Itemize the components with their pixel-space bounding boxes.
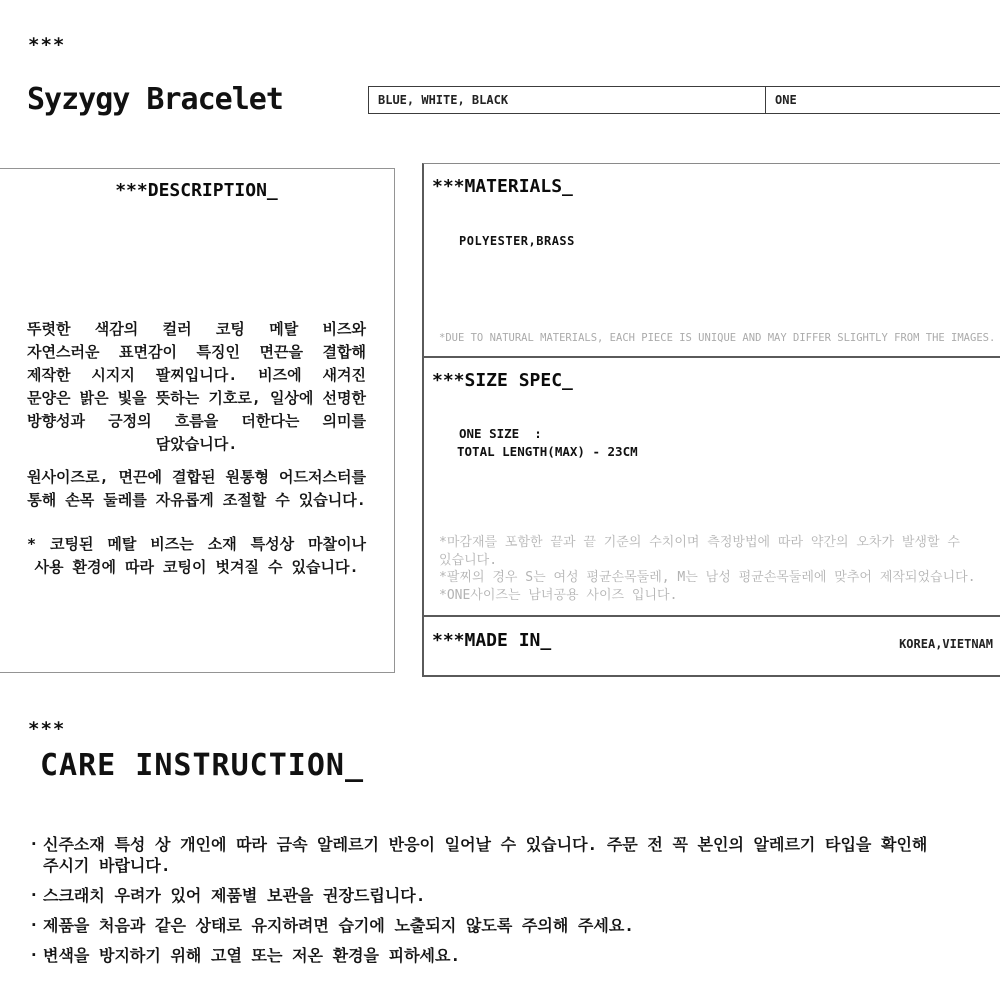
size-note-line: *마감재를 포함한 끝과 끝 기준의 수치이며 측정방법에 따라 약간의 오차가 발생할 수 있습니다. bbox=[439, 535, 960, 568]
option-cell-colors: BLUE, WHITE, BLACK bbox=[369, 87, 766, 113]
description-paragraph: 뚜렷한 색감의 컬러 코팅 메탈 비즈와 자연스러운 표면감이 특징인 면끈을 결합해 제작한 시지지 팔찌입니다. 비즈에 새겨진 문양은 밝은 빛을 뜻하는 기호로, 일상에 선명한 방향성과 긍정의 흐름을 더한다는 의미를 담았습니다. bbox=[27, 320, 366, 453]
description-heading: ***DESCRIPTION_ bbox=[115, 180, 278, 201]
care-stars: *** bbox=[28, 718, 66, 740]
care-heading: CARE INSTRUCTION_ bbox=[40, 748, 365, 783]
materials-value: POLYESTER,BRASS bbox=[459, 234, 575, 248]
care-item-text: 신주소재 특성 상 개인에 따라 금속 알레르기 반응이 일어날 수 있습니다. 주문 전 꼭 본인의 알레르기 타입을 확인해 주시기 바랍니다. bbox=[43, 835, 928, 875]
care-item bbox=[28, 885, 976, 906]
size-spec-section bbox=[424, 358, 1000, 617]
materials-heading: ***MATERIALS_ bbox=[432, 176, 573, 197]
bullet-icon: · bbox=[29, 834, 39, 853]
size-notes bbox=[439, 534, 1000, 604]
care-item-text: 제품을 처음과 같은 상태로 유지하려면 습기에 노출되지 않도록 주의해 주세요. bbox=[43, 916, 634, 935]
size-spec-heading: ***SIZE SPEC_ bbox=[432, 370, 573, 391]
description-panel bbox=[0, 168, 395, 673]
care-item bbox=[28, 915, 976, 936]
bullet-icon: · bbox=[29, 885, 39, 904]
spec-panel bbox=[422, 163, 1000, 677]
header-stars: *** bbox=[28, 34, 66, 56]
made-in-section bbox=[424, 617, 1000, 675]
option-table bbox=[368, 86, 1000, 114]
care-item-text: 변색을 방지하기 위해 고열 또는 저온 환경을 피하세요. bbox=[43, 946, 461, 965]
materials-note: *DUE TO NATURAL MATERIALS, EACH PIECE IS UNIQUE AND MAY DIFFER SLIGHTLY FROM THE IMAGES. bbox=[439, 332, 996, 344]
made-in-value: KOREA,VIETNAM bbox=[899, 637, 993, 651]
care-instruction-list bbox=[28, 834, 976, 975]
option-cell-size: ONE bbox=[775, 93, 797, 107]
description-paragraph: * 코팅된 메탈 비즈는 소재 특성상 마찰이나 사용 환경에 따라 코팅이 벗겨질 수 있습니다. bbox=[27, 535, 366, 576]
made-in-heading: ***MADE IN_ bbox=[432, 630, 552, 651]
size-value: TOTAL LENGTH(MAX) - 23CM bbox=[457, 444, 638, 459]
materials-section bbox=[424, 164, 1000, 358]
size-note-line: *팔찌의 경우 S는 여성 평균손목둘레, M는 남성 평균손목둘레에 맞추어 제작되었습니다. bbox=[439, 570, 976, 585]
page-title: Syzygy Bracelet bbox=[27, 82, 283, 117]
bullet-icon: · bbox=[29, 915, 39, 934]
care-item bbox=[28, 945, 976, 966]
size-label: ONE SIZE : bbox=[459, 426, 542, 441]
bullet-icon: · bbox=[29, 945, 39, 964]
care-item-text: 스크래치 우려가 있어 제품별 보관을 권장드립니다. bbox=[43, 886, 426, 905]
size-note-line: *ONE사이즈는 남녀공용 사이즈 입니다. bbox=[439, 587, 678, 603]
care-item bbox=[28, 834, 976, 876]
description-paragraph: 원사이즈로, 면끈에 결합된 원통형 어드저스터를 통해 손목 둘레를 자유롭게 조절할 수 있습니다. bbox=[27, 468, 366, 509]
